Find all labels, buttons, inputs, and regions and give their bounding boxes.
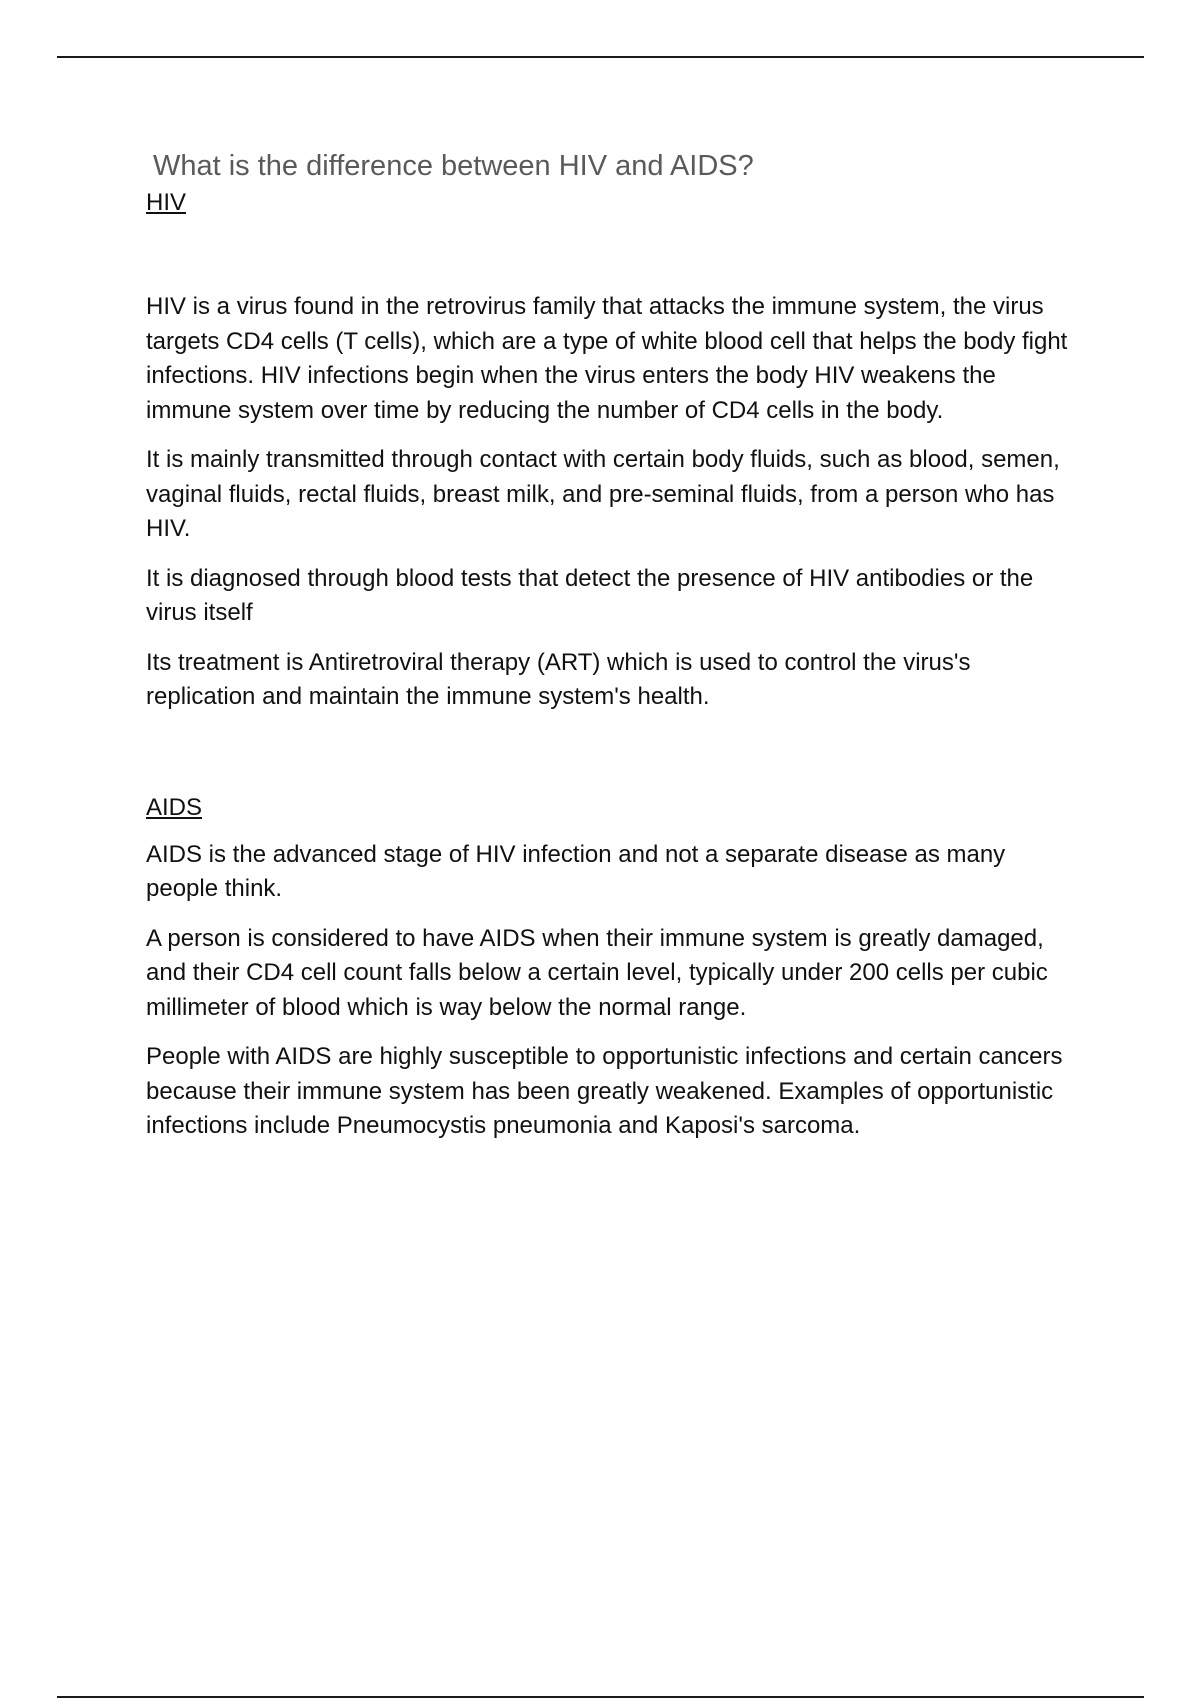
hiv-paragraph-1: HIV is a virus found in the retrovirus family that attacks the immune system, the virus targets CD4 cells (T cells), which are a type of white blood cell that helps the body fight infections. HIV infections begin when the virus enters the body HIV weakens the immune system over time by reducing the number of CD4 cells in the body.	[146, 293, 1068, 424]
aids-paragraph-3: People with AIDS are highly susceptible to opportunistic infections and certain cancers because their immune system has been greatly weakened. Examples of opportunistic infections include Pneumocystis pneumonia and Kaposi's sarcoma.	[146, 1043, 1063, 1139]
section-heading-hiv: HIV	[146, 189, 187, 216]
document-title: What is the difference between HIV and AIDS?	[153, 150, 754, 182]
hiv-paragraph-3: It is diagnosed through blood tests that detect the presence of HIV antibodies or the virus itself	[146, 564, 1034, 626]
header-rule	[57, 56, 1144, 58]
document-body	[146, 146, 1076, 1144]
hiv-paragraph-2: It is mainly transmitted through contact with certain body fluids, such as blood, semen, vaginal fluids, rectal fluids, breast milk, and pre-seminal fluids, from a person who has HIV.	[146, 446, 1060, 542]
aids-paragraph-2: A person is considered to have AIDS when their immune system is greatly damaged, and their CD4 cell count falls below a certain level, typically under 200 cells per cubic millimeter of blood which is way below the normal range.	[146, 924, 1048, 1021]
hiv-paragraph-4: Its treatment is Antiretroviral therapy (ART) which is used to control the virus's replication and maintain the immune system's health.	[146, 648, 971, 710]
section-heading-aids: AIDS	[146, 793, 203, 821]
footer-rule	[57, 1696, 1144, 1698]
aids-paragraph-1: AIDS is the advanced stage of HIV infection and not a separate disease as many people think.	[146, 840, 1006, 902]
